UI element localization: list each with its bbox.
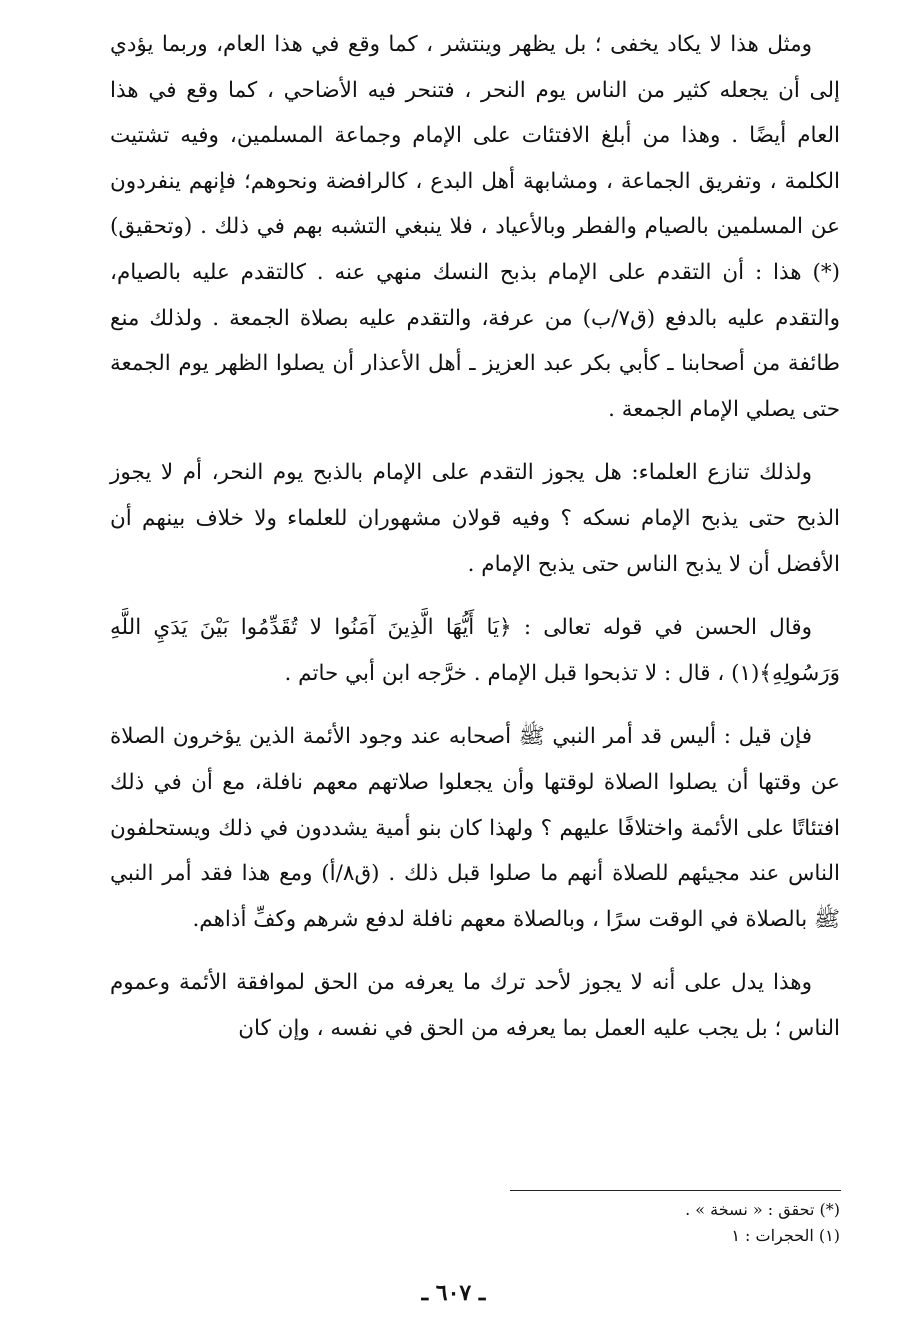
footnotes — [440, 1197, 840, 1249]
footnote-2: (١) الحجرات : ١ — [731, 1226, 840, 1245]
paragraph-1: ومثل هذا لا يكاد يخفى ؛ بل يظهر وينتشر ، كما وقع في هذا العام، وربما يؤدي إلى أن يجعله كثير من الناس يوم النحر ، فتنحر فيه الأضاحي ، كما وقع في هذا العام أيضًا . وهذا من أبلغ الافتئات على الإمام وجماعة المسلمين، وفيه تشتيت الكلمة ، وتفريق الجماعة ، ومشابهة أهل البدع ، كالرافضة ونحوهم؛ فإنهم ينفردون عن المسلمين بالصيام والفطر وبالأعياد ، فلا ينبغي التشبه بهم في ذلك . (وتحقيق)(*) هذا : أن التقدم على الإمام بذبح النسك منهي عنه . كالتقدم عليه بالصيام، والتقدم عليه بالدفع (ق٧/ب) من عرفة، والتقدم عليه بصلاة الجمعة . ولذلك منع طائفة من أصحابنا ـ كأبي بكر عبد العزيز ـ أهل الأعذار أن يصلوا الظهر يوم الجمعة حتى يصلي الإمام الجمعة . — [110, 32, 840, 422]
footnote-divider — [510, 1190, 841, 1191]
footnote-1: (*) تحقق : « نسخة » . — [685, 1200, 840, 1219]
paragraph-4: فإن قيل : أليس قد أمر النبي ﷺ أصحابه عند وجود الأئمة الذين يؤخرون الصلاة عن وقتها أن يصلوا الصلاة لوقتها وأن يجعلوا صلاتهم معهم نافلة، مع أن في ذلك افتئاتًا على الأئمة واختلافًا عليهم ؟ ولهذا كان بنو أمية يشددون في ذلك ويستحلفون الناس عند مجيئهم للصلاة أنهم ما صلوا قبل ذلك . (ق٨/أ) ومع هذا فقد أمر النبي ﷺ بالصلاة في الوقت سرًا ، وبالصلاة معهم نافلة لدفع شرهم وكفِّ أذاهم. — [110, 724, 840, 932]
paragraph-5: وهذا يدل على أنه لا يجوز لأحد ترك ما يعرفه من الحق لموافقة الأئمة وعموم الناس ؛ بل يجب عليه العمل بما يعرفه من الحق في نفسه ، وإن كان — [110, 970, 840, 1041]
paragraph-2: ولذلك تنازع العلماء: هل يجوز التقدم على الإمام بالذبح يوم النحر، أم لا يجوز الذبح حتى يذبح الإمام نسكه ؟ وفيه قولان مشهوران للعلماء ولا خلاف بينهم أن الأفضل أن لا يذبح الناس حتى يذبح الإمام . — [110, 460, 840, 577]
page-number: ـ ٦٠٧ ـ — [421, 1280, 486, 1306]
page-body — [110, 22, 840, 1069]
paragraph-3: وقال الحسن في قوله تعالى : ﴿يَا أَيُّهَا الَّذِينَ آمَنُوا لا تُقَدِّمُوا بَيْنَ يَدَيِ اللَّهِ وَرَسُولِهِ﴾(١) ، قال : لا تذبحوا قبل الإمام . خرَّجه ابن أبي حاتم . — [110, 615, 840, 686]
